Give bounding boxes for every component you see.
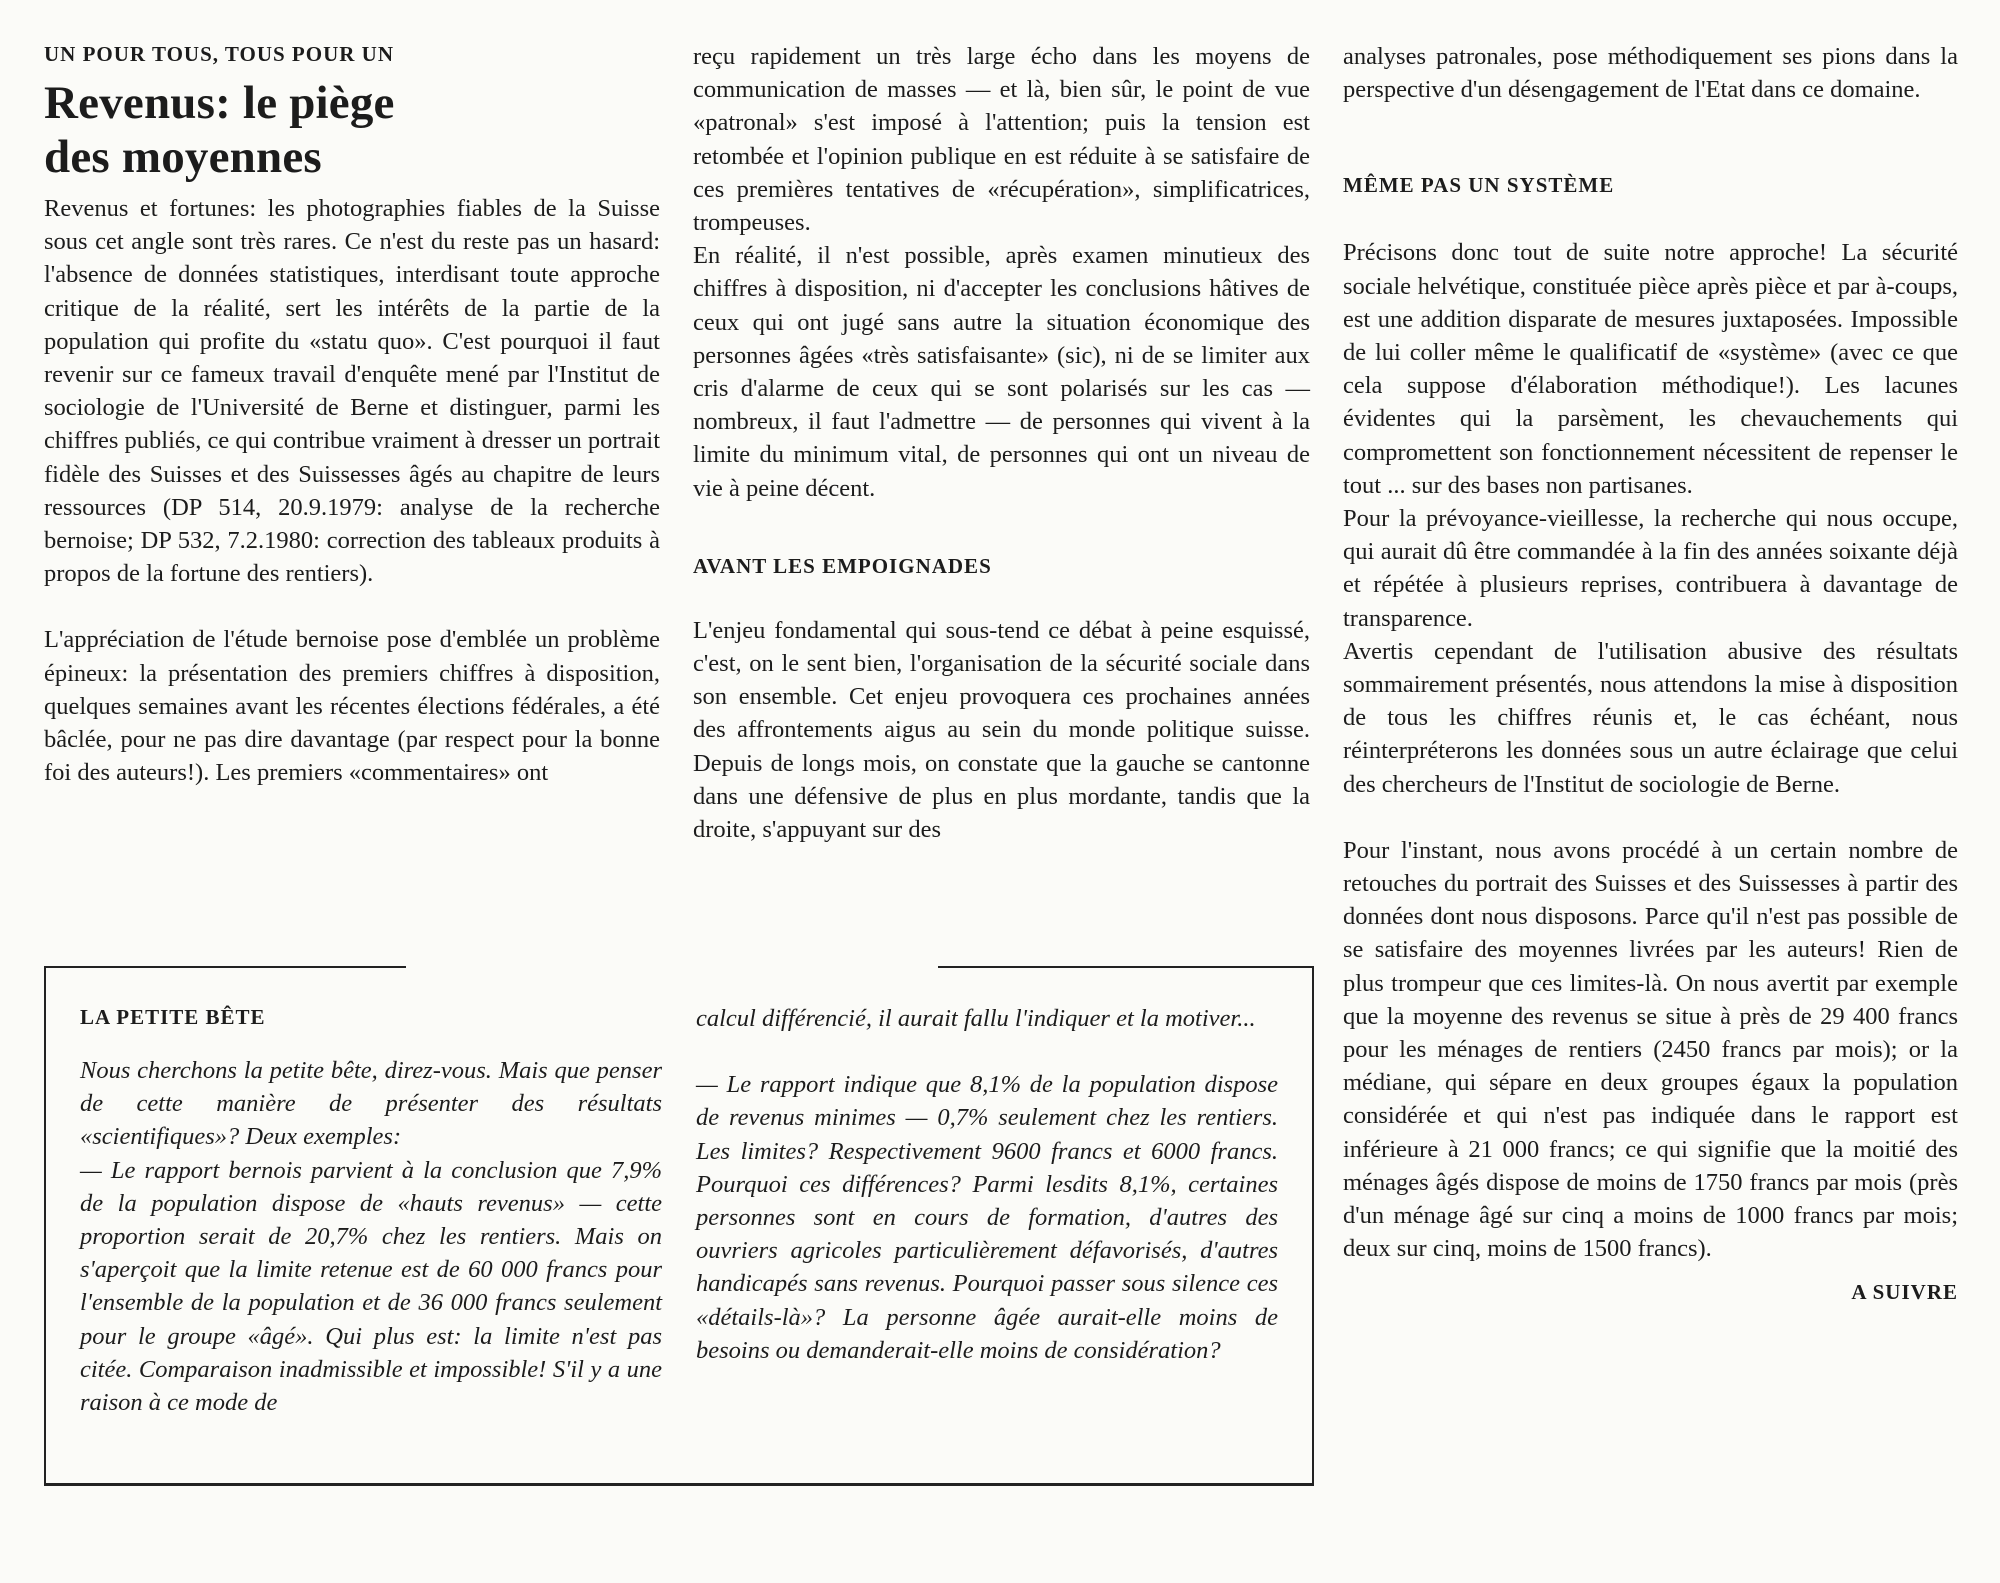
sidebar-box	[44, 966, 1314, 1486]
box-paragraph: calcul différencié, il aurait fallu l'indiquer et la motiver...	[696, 1005, 1256, 1032]
box-column-1	[80, 1002, 662, 1419]
paragraph: Pour l'instant, nous avons procédé à un certain nombre de retouches du portrait des Suisses et des Suissesses à partir des données dont nous disposons. Parce qu'il n'est pas possible de se satisfaire des moyennes livrées par les auteurs! Rien de plus trompeur que ces limites-là. On nous avertit par exemple que la moyenne des revenus se situe à près de 29 400 francs pour les ménages de rentiers (2450 francs par mois); or la médiane, qui sépare en deux groupes égaux la population considérée et qui n'est pas indiquée dans le rapport est inférieure à 21 000 francs; ce qui signifie que la moitié des ménages âgés dispose de moins de 1750 francs par mois (près d'un ménage âgé sur cinq a moins de 1000 francs par mois; deux sur cinq, moins de 1500 francs).	[1343, 836, 1958, 1263]
box-top-rule-left	[44, 966, 406, 968]
article-kicker: UN POUR TOUS, TOUS POUR UN	[44, 42, 395, 66]
to-be-continued: A SUIVRE	[1851, 1279, 1958, 1304]
article-column-2	[693, 40, 1310, 846]
title-line-2: des moyennes	[44, 131, 322, 183]
title-line-1: Revenus: le piège	[44, 77, 395, 129]
paragraph: L'appréciation de l'étude bernoise pose d'emblée un problème épineux: la présentation des premiers chiffres à disposition, quelques semaines avant les récentes élections fédérales, a été bâclée, pour ne pas dire davantage (par respect pour la bonne foi des auteurs!). Les premiers «commentaires» ont	[44, 626, 660, 787]
box-paragraph: — Le rapport indique que 8,1% de la population dispose de revenus minimes — 0,7% seulement chez les rentiers. Les limites? Respectivement 9600 francs et 6000 francs. Pourquoi ces différences? Parmi lesdits 8,1%, certaines personnes sont en cours de formation, d'autres des ouvriers agricoles particulièrement défavorisés, d'autres handicapés sans revenus. Pourquoi passer sous silence ces «détails-là»? La personne âgée aurait-elle moins de besoins ou demanderait-elle moins de considération?	[696, 1071, 1278, 1364]
paragraph: Pour la prévoyance-vieillesse, la recherche qui nous occupe, qui aurait dû être commandée à la fin des années soixante déjà et répétée à plusieurs reprises, contribuera à davantage de transparence.	[1343, 505, 1958, 632]
paragraph: analyses patronales, pose méthodiquement ses pions dans la perspective d'un désengagement de l'Etat dans ce domaine.	[1343, 43, 1958, 104]
box-top-rule-right	[938, 966, 1314, 968]
paragraph: En réalité, il n'est possible, après examen minutieux des chiffres à disposition, ni d'accepter les conclusions hâtives de ceux qui ont jugé sans autre la situation économique des personnes âgées «très satisfaisante» (sic), ni de se limiter aux cris d'alarme de ceux qui se sont polarisés sur les cas — nombreux, il faut l'admettre — de personnes qui vivent à la limite du minimum vital, de personnes qui ont un niveau de vie à peine décent.	[693, 242, 1310, 502]
article-column-3	[1343, 40, 1958, 1305]
article-title	[44, 76, 660, 184]
box-heading: LA PETITE BÊTE	[80, 1005, 266, 1029]
box-paragraph: Nous cherchons la petite bête, direz-vous. Mais que penser de cette manière de présenter des résultats «scientifiques»? Deux exemples:	[80, 1057, 662, 1151]
paragraph: L'enjeu fondamental qui sous-tend ce débat à peine esquissé, c'est, on le sent bien, l'organisation de la sécurité sociale dans son ensemble. Cet enjeu provoquera ces prochaines années des affrontements aigus au sein du monde politique suisse. Depuis de longs mois, on constate que la gauche se cantonne dans une défensive de plus en plus mordante, tandis que la droite, s'appuyant sur des	[693, 616, 1310, 844]
section-heading: MÊME PAS UN SYSTÈME	[1343, 173, 1615, 198]
paragraph: reçu rapidement un très large écho dans les moyens de communication de masses — et là, bien sûr, le point de vue «patronal» s'est imposé à l'attention; puis la tension est retombée et l'opinion publique en est réduite à se satisfaire de ces premières tentatives de «récupération», simplificatrices, trompeuses.	[693, 43, 1310, 237]
paragraph: Revenus et fortunes: les photographies fiables de la Suisse sous cet angle sont très rares. Ce n'est du reste pas un hasard: l'absence de données statistiques, interdisant toute approche critique de la réalité, sert les intérêts de la partie de la population qui profite du «statu quo». C'est pourquoi il faut revenir sur ce fameux travail d'enquête mené par l'Institut de sociologie de l'Université de Berne et distinguer, parmi les chiffres publiés, ce qui contribue vraiment à dresser un portrait fidèle des Suisses et des Suissesses âgés au chapitre de leurs ressources (DP 514, 20.9.1979: analyse de la recherche bernoise; DP 532, 7.2.1980: correction des tableaux produits à propos de la fortune des rentiers).	[44, 195, 660, 588]
box-column-2	[696, 1002, 1278, 1367]
article-column-1	[44, 40, 660, 789]
box-paragraph: — Le rapport bernois parvient à la conclusion que 7,9% de la population dispose de «hauts revenus» — cette proportion serait de 20,7% chez les rentiers. Mais on s'aperçoit que la limite retenue est de 60 000 francs pour l'ensemble de la population et de 36 000 francs seulement pour le groupe «âgé». Qui plus est: la limite n'est pas citée. Comparaison inadmissible et impossible! S'il y a une raison à ce mode de	[80, 1156, 662, 1417]
section-heading: AVANT LES EMPOIGNADES	[693, 553, 992, 578]
paragraph: Précisons donc tout de suite notre approche! La sécurité sociale helvétique, constituée pièce après pièce et par à-coups, est une addition disparate de mesures juxtaposées. Impossible de lui coller même le qualificatif de «système» (avec ce que cela suppose d'élaboration méthodique!). Les lacunes évidentes qui la parsèment, les chevauchements qui compromettent son fonctionnement nécessitent de repenser le tout ... sur des bases non partisanes.	[1343, 239, 1958, 499]
paragraph: Avertis cependant de l'utilisation abusive des résultats sommairement présentés, nous attendons la mise à disposition de tous les chiffres réunis et, le cas échéant, nous réinterpréterons les données sous un autre éclairage que celui des chercheurs de l'Institut de sociologie de Berne.	[1343, 637, 1958, 798]
